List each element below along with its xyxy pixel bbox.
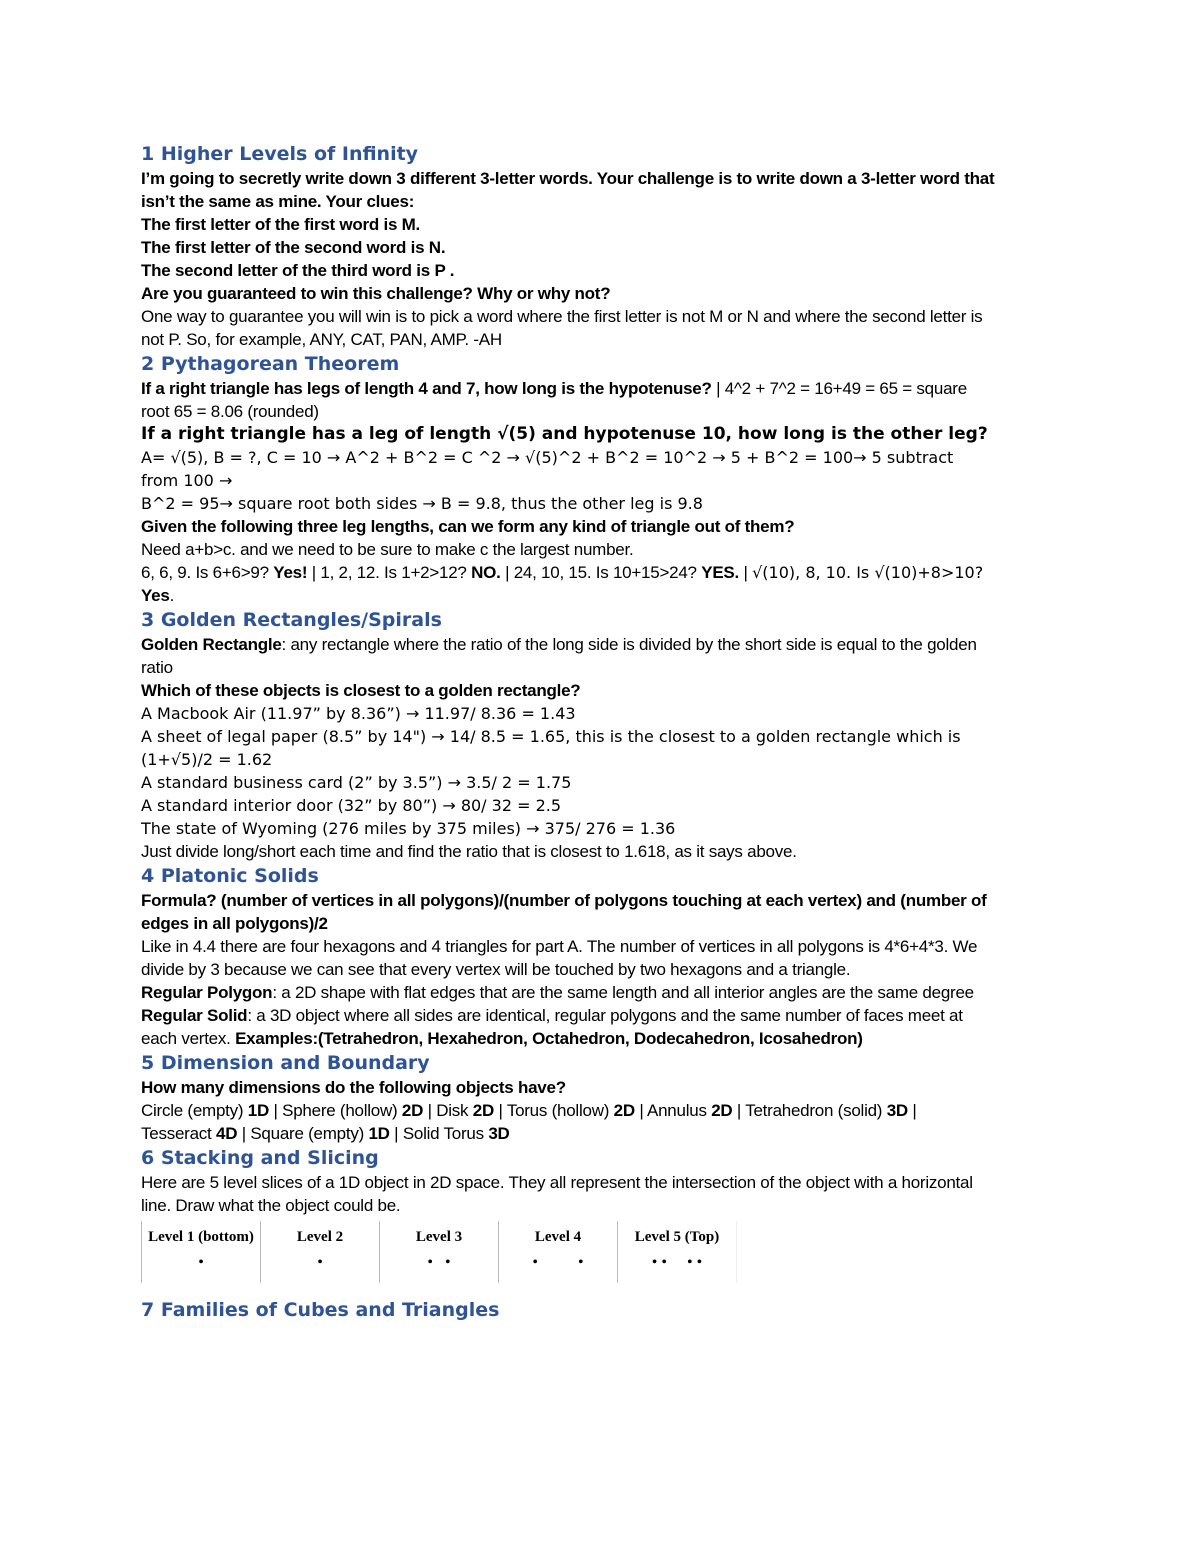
s5-square-dim: 1D <box>368 1124 390 1143</box>
level-dots: • • <box>532 1254 584 1271</box>
s1-question-line-1: I’m going to secretly write down 3 different 3-letter words. Your challenge is to write down a 3-letter word that <box>141 169 995 188</box>
s4-regular-polygon <box>141 981 1061 1004</box>
s6-text-1: Here are 5 level slices of a 1D object in 2D space. They all represent the intersection of the object with a horizontal <box>141 1173 973 1192</box>
s1-clue-1: The first letter of the first word is M. <box>141 215 421 234</box>
s2-a3-part-c: | 1, 2, 12. Is 1+2>12? <box>307 563 472 582</box>
s4-rs-text: : a 3D object where all sides are identical, regular polygons and the same number of faces meet at <box>247 1006 963 1025</box>
s1-question-line-2: isn’t the same as mine. Your clues: <box>141 192 415 211</box>
s4-rp-text: : a 2D shape with flat edges that are the same length and all interior angles are the same degree <box>272 983 974 1002</box>
s2-a2-line-3: B^2 = 95→ square root both sides → B = 9.8, thus the other leg is 9.8 <box>141 494 703 513</box>
s5-torus-dim: 2D <box>613 1101 635 1120</box>
s2-a3-part-e: | 24, 10, 15. Is 10+15>24? <box>500 563 702 582</box>
s3-option-1: A Macbook Air (11.97” by 8.36”) → 11.97/ 8.36 = 1.43 <box>141 704 576 723</box>
s5-annulus-dim: 2D <box>711 1101 733 1120</box>
level-label: Level 5 (Top) <box>634 1229 720 1245</box>
s3-option-2b: (1+√5)/2 = 1.62 <box>141 750 273 769</box>
s5-torus: | Torus (hollow) <box>494 1101 614 1120</box>
s4-regular-solid <box>141 1004 1061 1027</box>
s3-option-3: A standard business card (2” by 3.5”) → 3.5/ 2 = 1.75 <box>141 773 572 792</box>
section-6-heading: 6 Stacking and Slicing <box>141 1147 379 1169</box>
s2-q1-answer: | 4^2 + 7^2 = 16+49 = 65 = square <box>711 379 967 398</box>
s4-explain-2: divide by 3 because we can see that every vertex will be touched by two hexagons and a triangle. <box>141 960 851 979</box>
s2-q1-line <box>141 377 1061 400</box>
s5-square: | Square (empty) <box>237 1124 369 1143</box>
level-label: Level 2 <box>296 1229 344 1245</box>
s5-disk: | Disk <box>423 1101 473 1120</box>
s4-rp-term: Regular Polygon <box>141 983 273 1002</box>
s2-a3-yes-2: YES. <box>701 563 739 582</box>
s2-a2-line-2: from 100 → <box>141 471 233 490</box>
s2-q1-answer-2: root 65 = 8.06 (rounded) <box>141 402 319 421</box>
s4-formula-1: Formula? (number of vertices in all polygons)/(number of polygons touching at each vertex) and (number of <box>141 891 987 910</box>
s5-sphere-dim: 2D <box>401 1101 424 1120</box>
s5-tetrahedron: | Tetrahedron (solid) <box>732 1101 887 1120</box>
s4-rs-examples: Examples:(Tetrahedron, Hexahedron, Octahedron, Dodecahedron, Icosahedron) <box>235 1029 863 1048</box>
s2-a2-line-1: A= √(5), B = ?, C = 10 → A^2 + B^2 = C ^2 → √(5)^2 + B^2 = 10^2 → 5 + B^2 = 100→ 5 subtract <box>141 448 954 467</box>
s3-def-text-2: ratio <box>141 658 173 677</box>
s5-solid-torus: | Solid Torus <box>389 1124 489 1143</box>
s4-rs-term: Regular Solid <box>141 1006 248 1025</box>
s3-question: Which of these objects is closest to a golden rectangle? <box>141 681 581 700</box>
s5-tesseract: Tesseract <box>141 1124 216 1143</box>
s3-option-2: A sheet of legal paper (8.5” by 14") → 14/ 8.5 = 1.65, this is the closest to a golden rectangle which is <box>141 727 961 746</box>
s5-list-line-2 <box>141 1122 1061 1145</box>
level-dots: • <box>317 1254 323 1271</box>
s2-a3-line-3 <box>141 584 1061 607</box>
level-label: Level 3 <box>415 1229 463 1245</box>
s4-regular-solid-2 <box>141 1027 1061 1050</box>
s2-a3-line-2 <box>141 561 1061 584</box>
s5-question: How many dimensions do the following objects have? <box>141 1078 566 1097</box>
s2-q3: Given the following three leg lengths, can we form any kind of triangle out of them? <box>141 517 795 536</box>
s1-question-3: Are you guaranteed to win this challenge? Why or why not? <box>141 284 611 303</box>
s6-text-2: line. Draw what the object could be. <box>141 1196 401 1215</box>
s5-solid-torus-dim: 3D <box>488 1124 510 1143</box>
s3-def-term: Golden Rectangle <box>141 635 282 654</box>
level-label: Level 1 (bottom) <box>148 1229 254 1245</box>
document-page <box>141 141 1061 1323</box>
s4-explain-1: Like in 4.4 there are four hexagons and 4 triangles for part A. The number of vertices in all polygons is 4*6+4*3. We <box>141 937 978 956</box>
s2-a3-period: . <box>169 586 175 605</box>
level-dots: • • <box>427 1254 451 1271</box>
level-slices-table <box>141 1221 737 1283</box>
s5-list-line-1 <box>141 1099 1061 1122</box>
s2-a3-no: NO. <box>471 563 501 582</box>
section-7-heading: 7 Families of Cubes and Triangles <box>141 1299 500 1321</box>
section-2-heading: 2 Pythagorean Theorem <box>141 353 400 375</box>
level-cell-5 <box>618 1221 737 1283</box>
s1-clue-3: The second letter of the third word is P . <box>141 261 455 280</box>
s4-formula-2: edges in all polygons)/2 <box>141 914 328 933</box>
s1-answer-line-2: not P. So, for example, ANY, CAT, PAN, AMP. -AH <box>141 330 502 349</box>
s3-option-5: The state of Wyoming (276 miles by 375 miles) → 375/ 276 = 1.36 <box>141 819 676 838</box>
s2-a3-part-g: | <box>738 563 753 582</box>
level-dots: • • • • <box>651 1254 703 1271</box>
s3-option-4: A standard interior door (32” by 80”) → 80/ 32 = 2.5 <box>141 796 562 815</box>
s5-disk-dim: 2D <box>472 1101 495 1120</box>
s2-a3-part-h: √(10), 8, 10. Is √(10)+8>10? <box>752 563 984 582</box>
level-cell-2 <box>261 1221 380 1283</box>
s2-a3-line-1: Need a+b>c. and we need to be sure to make c the largest number. <box>141 540 634 559</box>
s2-q1: If a right triangle has legs of length 4 and 7, how long is the hypotenuse? <box>141 379 712 398</box>
s4-rs-text-2: each vertex. <box>141 1029 236 1048</box>
s2-a3-yes-3: Yes <box>141 586 170 605</box>
s5-circle: Circle (empty) <box>141 1101 248 1120</box>
s3-def-text: : any rectangle where the ratio of the long side is divided by the short side is equal to the golden <box>281 635 977 654</box>
s5-tesseract-dim: 4D <box>215 1124 238 1143</box>
level-dots: • <box>198 1254 204 1271</box>
level-cell-3 <box>380 1221 499 1283</box>
s5-sphere: | Sphere (hollow) <box>269 1101 402 1120</box>
s5-tetrahedron-dim: 3D <box>886 1101 908 1120</box>
s3-note: Just divide long/short each time and find the ratio that is closest to 1.618, as it says above. <box>141 842 797 861</box>
s2-q2: If a right triangle has a leg of length √(5) and hypotenuse 10, how long is the other leg? <box>141 424 988 444</box>
s5-annulus: | Annulus <box>634 1101 712 1120</box>
s1-clue-2: The first letter of the second word is N. <box>141 238 446 257</box>
section-1-heading: 1 Higher Levels of Infinity <box>141 143 419 165</box>
s1-answer-line-1: One way to guarantee you will win is to pick a word where the first letter is not M or N and where the second letter is <box>141 307 983 326</box>
section-5-heading: 5 Dimension and Boundary <box>141 1052 430 1074</box>
s5-circle-dim: 1D <box>247 1101 269 1120</box>
section-4-heading: 4 Platonic Solids <box>141 865 319 887</box>
s3-definition <box>141 633 1061 656</box>
level-label: Level 4 <box>534 1229 582 1245</box>
section-3-heading: 3 Golden Rectangles/Spirals <box>141 609 442 631</box>
level-cell-4 <box>499 1221 618 1283</box>
s5-separator: | <box>907 1101 917 1120</box>
s2-a3-yes: Yes! <box>273 563 308 582</box>
level-cell-1 <box>142 1221 261 1283</box>
s2-a3-part-a: 6, 6, 9. Is 6+6>9? <box>141 563 274 582</box>
